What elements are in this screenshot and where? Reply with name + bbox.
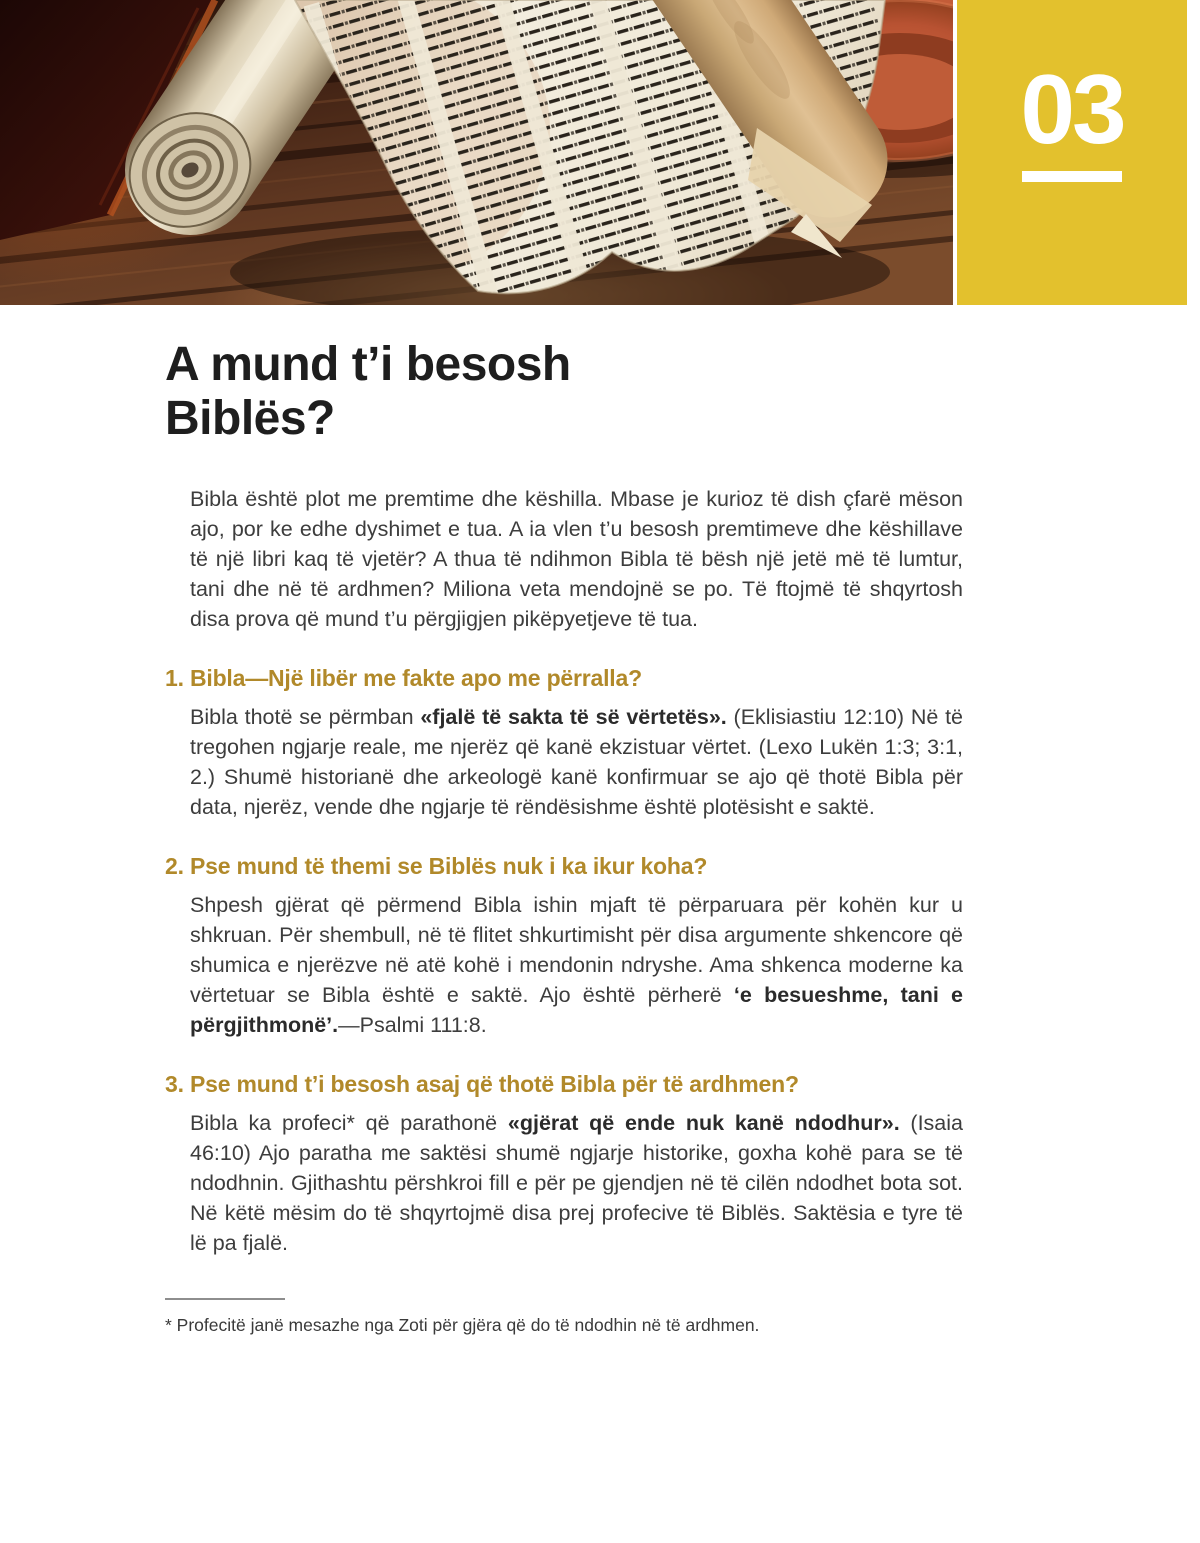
intro-paragraph: Bibla është plot me premtime dhe këshilla. Mbase je kurioz të dish çfarë mëson ajo, por ke edhe dyshimet e tua. A ia vlen t’u besosh premtimeve dhe këshillave të një libri kaq të vjetër? A thua të ndihmon Bibla të bësh një jetë më të lumtur, tani dhe në të ardhmen? Miliona veta mendojnë se po. Të ftojmë të shqyrtosh disa prova që mund t’u përgjigjen pikëpyetjeve të tua.: [190, 487, 963, 632]
section-1-paragraph: Bibla thotë se përmban «fjalë të sakta të së vërtetës». (Eklisiastiu 12:10) Në të tregohen ngjarje reale, me njerëz që kanë ekzistuar vërtet. (Lexo Lukën 1:3; 3:1, 2.) Shumë historianë dhe arkeologë kanë konfirmuar se ajo që thotë Bibla për data, njerëz, vende dhe ngjarje të rëndësishme është plotësisht e saktë.: [190, 705, 964, 820]
section-3-heading: 3. Pse mund t’i besosh asaj që thotë Bibla për të ardhmen?: [165, 1071, 799, 1098]
scrolls-photo-illustration: [0, 0, 953, 305]
footnote-text: * Profecitë janë mesazhe nga Zoti për gjëra që do të ndodhin në të ardhmen.: [165, 1315, 760, 1336]
hero-image: [0, 0, 953, 305]
section-2-paragraph: Shpesh gjërat që përmend Bibla ishin mjaft të përparuara për kohën kur u shkruan. Për shembull, në të flitet shkurtimisht për disa argumente shkencore që shumica e njerëzve në atë kohë i mendonin ndryshe. Ama shkenca moderne ka vërtetuar se Bibla është e saktë. Ajo është përherë ‘e besueshme, tani e përgjithmonë’.—Psalmi 111:8.: [190, 893, 963, 1038]
section-3-paragraph: Bibla ka profeci* që parathonë «gjërat që ende nuk kanë ndodhur». (Isaia 46:10) Ajo paratha me saktësi shumë ngjarje historike, goxha kohë para se të ndodhnin. Gjithashtu përshkroi fill e për pe gjendjen në të cilën ndodhet bota sot. Në këtë mësim do të shqyrtojmë disa prej profecive të Biblës. Saktësia e tyre të lë pa fjalë.: [190, 1111, 964, 1256]
lesson-number: 03: [1020, 54, 1124, 164]
section-2-heading: 2. Pse mund të themi se Biblës nuk i ka ikur koha?: [165, 853, 708, 880]
section-1-heading: 1. Bibla—Një libër me fakte apo me përralla?: [165, 665, 642, 692]
badge-underline: [1022, 171, 1122, 182]
lesson-number-badge: [957, 0, 1187, 305]
article: [165, 338, 963, 1355]
page-title: A mund t’i besosh Biblës?: [165, 338, 571, 446]
footnote-divider: [165, 1298, 285, 1300]
